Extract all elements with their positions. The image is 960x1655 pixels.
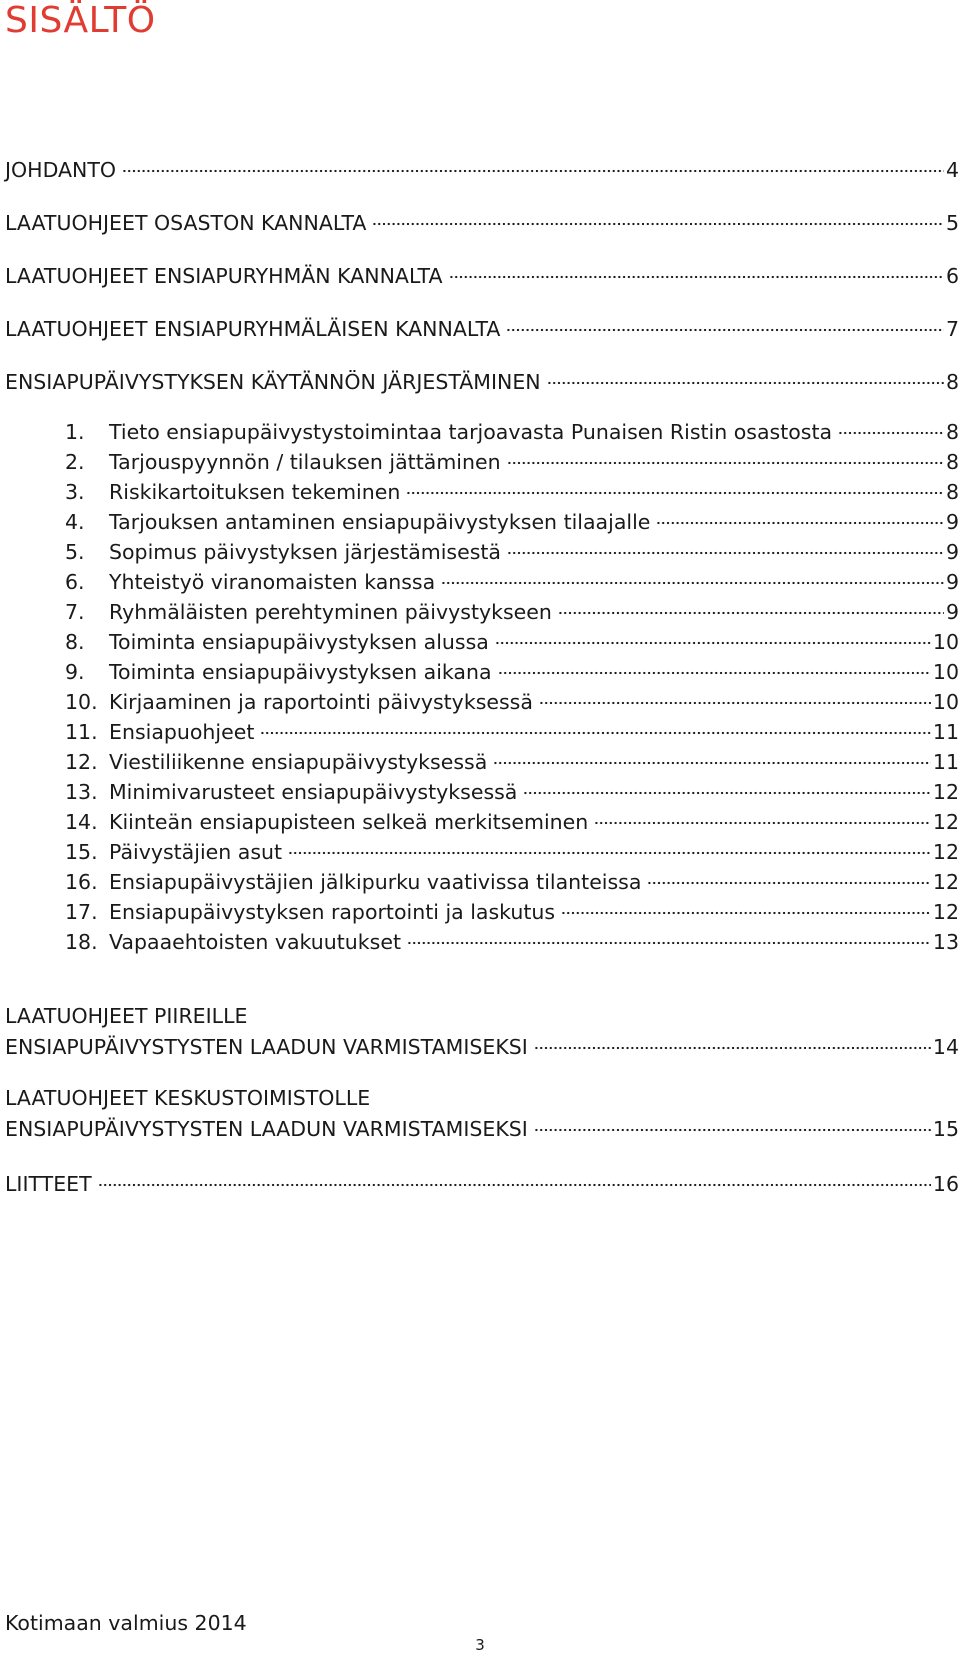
toc-subentry[interactable]	[65, 778, 959, 804]
dot-leader	[493, 748, 931, 769]
toc-entry-central-line1[interactable]: LAATUOHJEET KESKUSTOIMISTOLLE	[5, 1086, 371, 1110]
toc-subentry-page: 12	[932, 869, 959, 894]
dot-leader	[98, 1170, 931, 1191]
toc-entry-ensiapuryhma[interactable]	[5, 262, 959, 288]
toc-subentry[interactable]	[65, 688, 959, 714]
toc-subentry-label: Viestiliikenne ensiapupäivystyksessä	[109, 749, 488, 774]
dot-leader	[260, 718, 931, 739]
toc-subentry[interactable]	[65, 598, 959, 624]
toc-entry-page: 6	[945, 263, 959, 288]
toc-entry-label: ENSIAPUPÄIVYSTYSTEN LAADUN VARMISTAMISEKSI	[5, 1034, 528, 1059]
toc-subentry-number: 17.	[65, 899, 98, 924]
dot-leader	[449, 262, 944, 283]
toc-subentry-number: 1.	[65, 419, 85, 444]
toc-subentry[interactable]	[65, 418, 959, 444]
toc-subentry-page: 10	[932, 629, 959, 654]
toc-entry-appendices[interactable]	[5, 1170, 959, 1196]
toc-subentry-number: 5.	[65, 539, 85, 564]
toc-subentry[interactable]	[65, 718, 959, 744]
toc-subentry[interactable]	[65, 628, 959, 654]
toc-subentry-label: Kiinteän ensiapupisteen selkeä merkitseminen	[109, 809, 589, 834]
toc-entry-page: 14	[932, 1034, 959, 1059]
toc-subentry-label: Minimivarusteet ensiapupäivystyksessä	[109, 779, 518, 804]
toc-subentry-number: 4.	[65, 509, 85, 534]
toc-subentry-page: 9	[945, 599, 959, 624]
toc-subentry[interactable]	[65, 748, 959, 774]
toc-entry-label: LAATUOHJEET ENSIAPURYHMÄN KANNALTA	[5, 263, 443, 288]
toc-subentry-page: 13	[932, 929, 959, 954]
dot-leader	[594, 808, 931, 829]
toc-entry-label: JOHDANTO	[5, 157, 117, 182]
dot-leader	[122, 156, 944, 177]
toc-subentry-label: Päivystäjien asut	[109, 839, 283, 864]
toc-entry-page: 8	[945, 369, 959, 394]
dot-leader	[558, 598, 944, 619]
dot-leader	[838, 418, 944, 439]
toc-subentry-label: Riskikartoituksen tekeminen	[109, 479, 401, 504]
toc-entry-central[interactable]	[5, 1115, 959, 1141]
toc-entry-johdanto[interactable]	[5, 156, 959, 182]
dot-leader	[534, 1115, 931, 1136]
toc-subentry-number: 15.	[65, 839, 98, 864]
toc-entry-page: 16	[932, 1171, 959, 1196]
toc-subentry-page: 10	[932, 689, 959, 714]
dot-leader	[506, 315, 944, 336]
toc-subentry-label: Vapaaehtoisten vakuutukset	[109, 929, 402, 954]
toc-subentry-number: 11.	[65, 719, 98, 744]
dot-leader	[372, 209, 944, 230]
toc-subentry-page: 9	[945, 569, 959, 594]
toc-subentry-page: 8	[945, 449, 959, 474]
dot-leader	[495, 628, 931, 649]
toc-subentry[interactable]	[65, 928, 959, 954]
dot-leader	[523, 778, 931, 799]
toc-entry-label: ENSIAPUPÄIVYSTYSTEN LAADUN VARMISTAMISEKSI	[5, 1116, 528, 1141]
toc-subentry-label: Ensiapupäivystäjien jälkipurku vaativissa tilanteissa	[109, 869, 642, 894]
toc-subentry[interactable]	[65, 838, 959, 864]
toc-entry-districts[interactable]	[5, 1033, 959, 1059]
toc-subentry-number: 7.	[65, 599, 85, 624]
toc-subentry-number: 2.	[65, 449, 85, 474]
toc-subentry-label: Toiminta ensiapupäivystyksen alussa	[109, 629, 489, 654]
toc-subentry-number: 18.	[65, 929, 98, 954]
dot-leader	[288, 838, 931, 859]
dot-leader	[498, 658, 931, 679]
toc-subentry-label: Tarjouspyynnön / tilauksen jättäminen	[109, 449, 501, 474]
toc-subentry-number: 3.	[65, 479, 85, 504]
dot-leader	[647, 868, 930, 889]
toc-subentry-label: Ryhmäläisten perehtyminen päivystykseen	[109, 599, 552, 624]
toc-subentry-label: Toiminta ensiapupäivystyksen aikana	[109, 659, 492, 684]
toc-subentry-page: 9	[945, 539, 959, 564]
toc-subentry-number: 8.	[65, 629, 85, 654]
toc-subentry-page: 9	[945, 509, 959, 534]
toc-entry-osasto[interactable]	[5, 209, 959, 235]
page-title: SISÄLTÖ	[5, 0, 156, 41]
toc-subentry-number: 12.	[65, 749, 98, 774]
footer-page-number: 3	[475, 1636, 485, 1654]
toc-subentry-label: Kirjaaminen ja raportointi päivystyksessä	[109, 689, 533, 714]
toc-subentry-label: Tarjouksen antaminen ensiapupäivystyksen tilaajalle	[109, 509, 651, 534]
toc-subentry-page: 11	[932, 719, 959, 744]
toc-entry-label: LAATUOHJEET OSASTON KANNALTA	[5, 210, 367, 235]
toc-subentry[interactable]	[65, 868, 959, 894]
toc-entry-label: LIITTEET	[5, 1171, 92, 1196]
toc-entry-districts-line1[interactable]: LAATUOHJEET PIIREILLE	[5, 1004, 248, 1028]
dot-leader	[547, 368, 944, 389]
toc-subentry-label: Yhteistyö viranomaisten kanssa	[109, 569, 436, 594]
toc-subentry-number: 9.	[65, 659, 85, 684]
dot-leader	[534, 1033, 931, 1054]
toc-subentry-number: 14.	[65, 809, 98, 834]
toc-subentry-page: 12	[932, 809, 959, 834]
toc-entry-label: ENSIAPUPÄIVYSTYKSEN KÄYTÄNNÖN JÄRJESTÄMINEN	[5, 369, 541, 394]
toc-subentry[interactable]	[65, 568, 959, 594]
toc-subentry[interactable]	[65, 658, 959, 684]
toc-subentry-label: Sopimus päivystyksen järjestämisestä	[109, 539, 501, 564]
toc-subentry[interactable]	[65, 448, 959, 474]
footer-publication: Kotimaan valmius 2014	[5, 1611, 247, 1635]
toc-subentry[interactable]	[65, 478, 959, 504]
toc-subentry-label: Tieto ensiapupäivystystoimintaa tarjoavasta Punaisen Ristin osastosta	[109, 419, 833, 444]
toc-subentry-page: 8	[945, 479, 959, 504]
dot-leader	[539, 688, 931, 709]
toc-subentry[interactable]	[65, 898, 959, 924]
toc-subentry-number: 6.	[65, 569, 85, 594]
toc-subentry-label: Ensiapupäivystyksen raportointi ja laskutus	[109, 899, 556, 924]
toc-entry-page: 5	[945, 210, 959, 235]
toc-subentry[interactable]	[65, 808, 959, 834]
dot-leader	[441, 568, 944, 589]
toc-subentry-page: 11	[932, 749, 959, 774]
toc-subentry-number: 10.	[65, 689, 98, 714]
toc-entry-kaytannon-jarjestaminen[interactable]	[5, 368, 959, 394]
toc-subentry-page: 12	[932, 899, 959, 924]
toc-subentry[interactable]	[65, 508, 959, 534]
toc-entry-page: 15	[932, 1116, 959, 1141]
toc-entry-label: LAATUOHJEET ENSIAPURYHMÄLÄISEN KANNALTA	[5, 316, 501, 341]
toc-entry-page: 4	[945, 157, 959, 182]
toc-entry-page: 7	[945, 316, 959, 341]
dot-leader	[507, 538, 944, 559]
toc-subentry-page: 10	[932, 659, 959, 684]
dot-leader	[406, 478, 944, 499]
toc-entry-ensiapuryhmalainen[interactable]	[5, 315, 959, 341]
toc-subentry-page: 12	[932, 839, 959, 864]
toc-subentry-number: 16.	[65, 869, 98, 894]
toc-subentry[interactable]	[65, 538, 959, 564]
toc-subentry-number: 13.	[65, 779, 98, 804]
toc-subentry-page: 8	[945, 419, 959, 444]
toc-subentry-label: Ensiapuohjeet	[109, 719, 255, 744]
toc-subentry-page: 12	[932, 779, 959, 804]
dot-leader	[656, 508, 944, 529]
dot-leader	[507, 448, 944, 469]
dot-leader	[407, 928, 931, 949]
dot-leader	[561, 898, 931, 919]
